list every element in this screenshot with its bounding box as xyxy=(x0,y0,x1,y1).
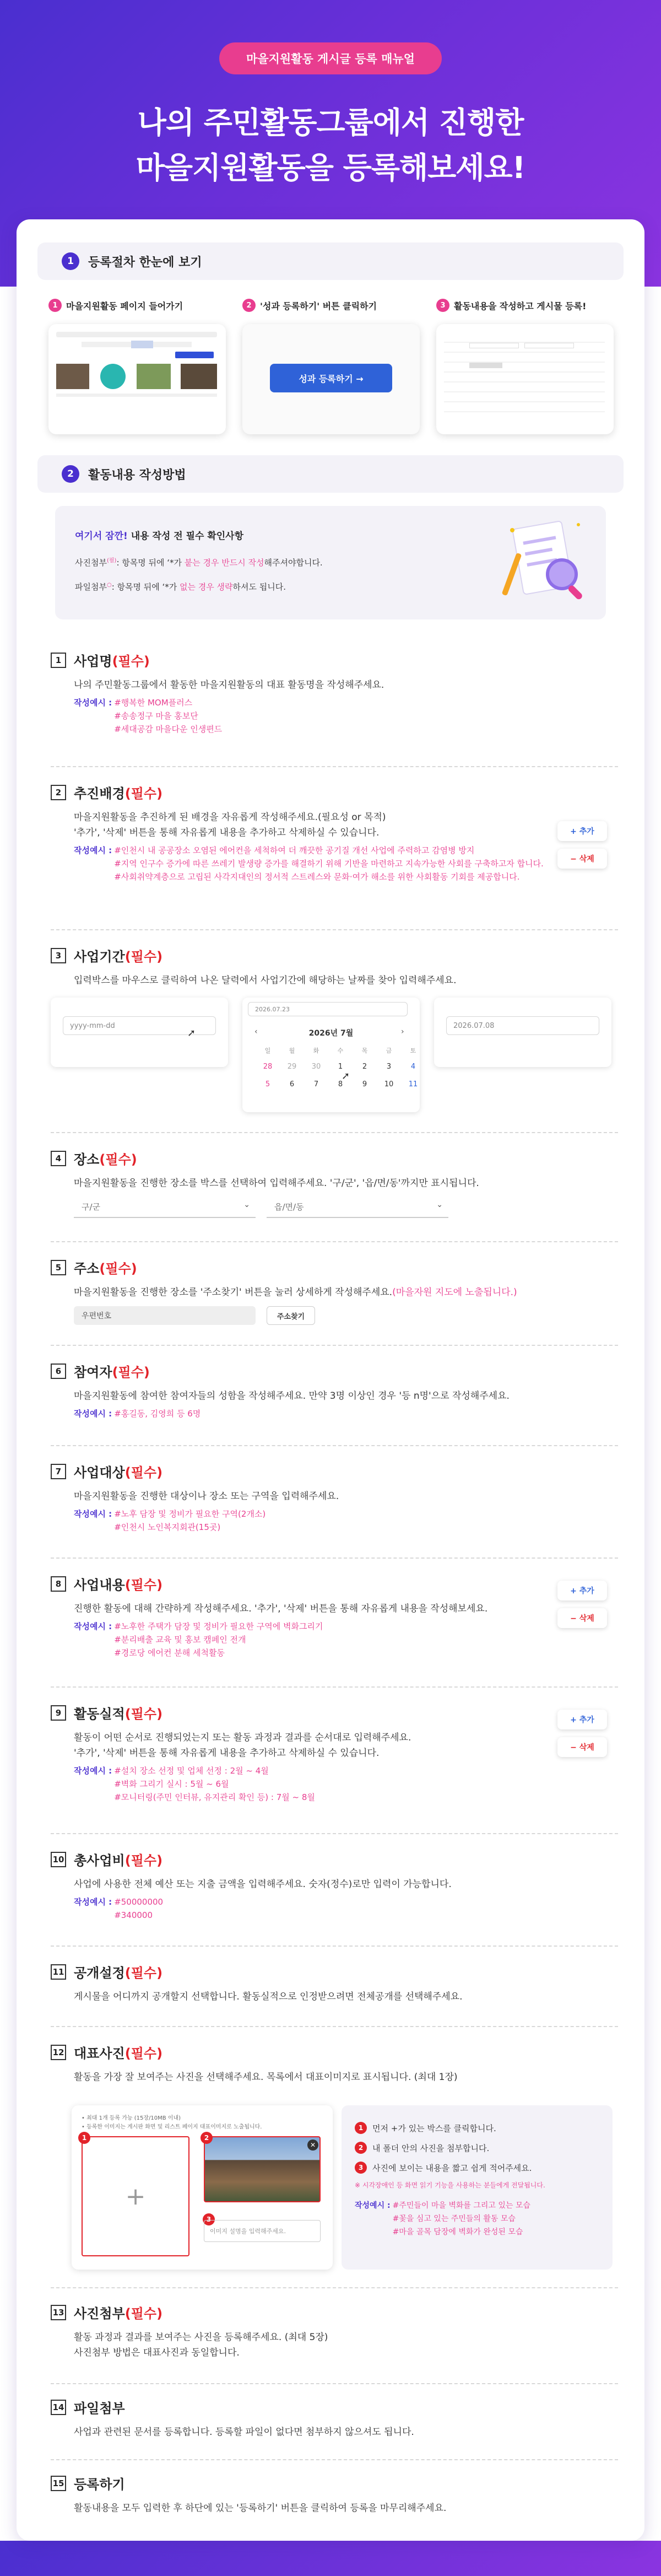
hero-title-line2: 마을지원활동을 등록해보세요! xyxy=(136,150,525,185)
footer-background xyxy=(0,2541,661,2576)
divider xyxy=(51,1946,618,1947)
section-number: 1 xyxy=(62,252,79,270)
date-input-demo xyxy=(51,998,228,1067)
photo-upload-demo: • 최대 1개 등록 가능 (15장/10MB 이내) • 등록한 이미지는 게시판 화면 및 리스트 페이지 대표이미지로 노출됩니다. + 1 2 ✕ 3 이미지 설명을 입력해주세요. xyxy=(72,2105,333,2270)
cursor-icon: ➚ xyxy=(342,1070,350,1082)
calendar-week-row: 5 6 7 8 9 10 11 xyxy=(265,1080,418,1088)
divider xyxy=(51,1132,618,1133)
step-label-2: 2 '성과 등록하기' 버튼 클릭하기 xyxy=(242,299,377,312)
add-button[interactable]: + 추가 xyxy=(557,1710,607,1729)
notice-title: 여기서 잠깐! 내용 작성 전 필수 확인사항 xyxy=(75,531,244,542)
item-photo-attach: 13 사진첨부 (필수) 활동 과정과 결과를 보여주는 사진을 등록해주세요. (최대 5장) 사진첨부 방법은 대표사진과 동일합니다. xyxy=(51,2303,618,2361)
step-label-3: 3 활동내용을 작성하고 게시물 등록! xyxy=(436,299,586,312)
register-result-button[interactable]: 성과 등록하기 → xyxy=(270,364,392,392)
item-main-photo: 12 대표사진 (필수) 활동을 가장 잘 보여주는 사진을 선택해주세요. 목록에서 대표이미지로 표시됩니다. (최대 1장) xyxy=(51,2043,618,2085)
divider xyxy=(51,2383,618,2384)
notice-row-optional: 파일첨부○: 항목명 뒤에 ‘*가 없는 경우 생략하셔도 됩니다. xyxy=(75,582,286,592)
find-address-button[interactable]: 주소찾기 xyxy=(267,1306,315,1325)
document-magnifier-illustration xyxy=(496,514,595,613)
screenshot-result-button xyxy=(242,324,420,434)
calendar-popup xyxy=(242,998,420,1112)
chevron-down-icon: ⌄ xyxy=(243,1200,250,1209)
section-number: 2 xyxy=(62,465,79,483)
hero-title-line1: 나의 주민활동그룹에서 진행한 xyxy=(137,105,524,140)
item-file-attach: 14 파일첨부 사업과 관련된 문서를 등록합니다. 등록할 파일이 없다면 첨부하지 않으셔도 됩니다. xyxy=(51,2397,618,2440)
item-budget: 10 총사업비 (필수) 사업에 사용한 전체 예산 또는 지출 금액을 입력해주세요. 숫자(정수)로만 입력이 가능합니다. 작성예시 : #50000000 #340000 xyxy=(51,1850,618,1922)
start-date-input[interactable]: yyyy-mm-dd xyxy=(63,1016,216,1035)
close-icon[interactable]: ✕ xyxy=(307,2140,318,2151)
photo-caption-input[interactable]: 이미지 설명을 입력해주세요. xyxy=(204,2220,321,2242)
divider xyxy=(51,2459,618,2460)
delete-button[interactable]: − 삭제 xyxy=(557,1737,607,1757)
divider xyxy=(51,2287,618,2288)
section-header-howto xyxy=(37,455,624,493)
zipcode-input[interactable]: 우편번호 xyxy=(74,1306,256,1325)
item-performance: 9 활동실적 (필수) 활동이 어떤 순서로 진행되었는지 또는 활동 과정과 결과를 순서대로 입력해주세요. '추가', '삭제' 버튼을 통해 자유롭게 내용을 추가하고 삭제하실 수 있습니다. 작성예시 : #설치 장소 선정 및 업체 선정 : 2월 ~ 4월 #벽화 그리기 실시 : 5월 ~ 6월 #모니터링(주민 인터뷰, 유지관리 확인 등) : 7월 ~ 8월 xyxy=(51,1703,618,1804)
item-background: 2 추진배경 (필수) 마을지원활동을 추진하게 된 배경을 자유롭게 작성해주세요.(필요성 or 목적) '추가', '삭제' 버튼을 통해 자유롭게 내용을 추가하고 삭제하실 수 있습니다. 작성예시 : #인천시 내 공공장소 오염된 에어컨을 세척하여 더 깨끗한 공기질 개선 사업에 주력하고 감염병 방지 #지역 인구수 증가에 따른 쓰레기 발생량 증가를 해결하기 위해 기반을 마련하고 지속가능한 사회를 구축하고자 합니다. #사회취약계층으로 고립된 사각지대인의 정서적 스트레스와 문화·여가 해소를 위한 사회활동 기회를 제공합니다. xyxy=(51,783,618,883)
cursor-icon: ➚ xyxy=(187,1027,196,1039)
divider xyxy=(51,1558,618,1559)
accessibility-note: ※ 시각장애인 등 화면 읽기 기능을 사용하는 분들에게 전달됩니다. xyxy=(355,2181,545,2189)
item-submit: 15 등록하기 활동내용을 모두 입력한 후 하단에 있는 '등록하기' 버튼을 클릭하여 등록을 마무리해주세요. xyxy=(51,2473,618,2516)
section-header-overview xyxy=(37,242,624,280)
item-target: 7 사업대상 (필수) 마을지원활동을 진행한 대상이나 장소 또는 구역을 입력해주세요. 작성예시 : #노후 담장 및 정비가 필요한 구역(2개소) #인천시 노인복지회관(15곳) xyxy=(51,1462,618,1534)
divider xyxy=(51,1445,618,1446)
weekday-row: 일 월 화 수 목 금 토 xyxy=(264,1047,416,1054)
item-content: 8 사업내용 (필수) 진행한 활동에 대해 간략하게 작성해주세요. '추가', '삭제' 버튼을 통해 자유롭게 내용을 작성해보세요. 작성예시 : #노후한 주택가 담장 및 정비가 필요한 구역에 벽화그리기 #분리배출 교육 및 홍보 캠페인 전개 #경로당 에어컨 분해 세척활동 xyxy=(51,1574,618,1659)
notice-box xyxy=(55,506,606,619)
divider xyxy=(51,929,618,930)
photo-step: 1 먼저 +가 있는 박스를 클릭합니다. xyxy=(355,2122,496,2134)
town-select[interactable]: 읍/면/동 ⌄ xyxy=(267,1196,448,1218)
divider xyxy=(51,1345,618,1346)
date-filled-demo xyxy=(434,998,611,1067)
calendar-month: 2026년 7월 xyxy=(308,1029,354,1038)
screenshot-activity-page xyxy=(48,324,226,434)
notice-row-required: 사진첨부$^{(필)}$: 항목명 뒤에 ‘*가 붙는 경우 반드시 작성해주셔야합니다. xyxy=(75,558,323,568)
uploaded-photo xyxy=(204,2136,321,2202)
photo-step: 2 내 폴더 안의 사진을 첨부합니다. xyxy=(355,2142,489,2154)
photo-step: 3 사진에 보이는 내용을 짧고 쉽게 적어주세요. xyxy=(355,2162,532,2174)
date-picker-input[interactable]: 2026.07.23 xyxy=(248,1002,408,1016)
calendar-week-row: 28 29 30 1 2 3 4 xyxy=(263,1063,416,1071)
section-title: 등록절차 한눈에 보기 xyxy=(88,255,202,270)
end-date-input[interactable]: 2026.07.08 xyxy=(446,1016,599,1035)
prev-month-icon[interactable]: ‹ xyxy=(254,1027,258,1036)
divider xyxy=(51,2026,618,2027)
divider xyxy=(51,1833,618,1834)
item-project-name: 1 사업명 (필수) 나의 주민활동그룹에서 활동한 마을지원활동의 대표 활동명을 작성해주세요. 작성예시 : #행복한 MOM플러스 #송송정구 마을 홍보단 #세대공감 마을다운 인생편드 xyxy=(51,650,618,736)
step-label-1: 1 마을지원활동 페이지 들어가기 xyxy=(48,299,183,312)
district-select[interactable]: 구/군 ⌄ xyxy=(74,1196,256,1218)
delete-button[interactable]: − 삭제 xyxy=(557,849,607,869)
add-photo-button[interactable]: + xyxy=(82,2136,189,2256)
divider xyxy=(51,766,618,767)
item-participants: 6 참여자 (필수) 마을지원활동에 참여한 참여자들의 성함을 작성해주세요. 만약 3명 이상인 경우 '등 n명'으로 작성해주세요. 작성예시 : #홍길동, 김영희 등 6명 xyxy=(51,1361,618,1420)
photo-steps-box xyxy=(342,2105,613,2270)
manual-badge: 마을지원활동 게시글 등록 매뉴얼 xyxy=(219,42,442,74)
delete-button[interactable]: − 삭제 xyxy=(557,1608,607,1628)
item-period: 3 사업기간 (필수) 입력박스를 마우스로 클릭하여 나온 달력에서 사업기간에 해당하는 날짜를 찾아 입력해주세요. xyxy=(51,946,618,988)
add-button[interactable]: + 추가 xyxy=(557,821,607,841)
add-button[interactable]: + 추가 xyxy=(557,1581,607,1600)
divider xyxy=(51,1686,618,1688)
screenshot-write-form xyxy=(436,324,614,434)
next-month-icon[interactable]: › xyxy=(401,1027,404,1036)
item-address: 5 주소 (필수) 마을지원활동을 진행한 장소를 '주소찾기' 버튼을 눌러 상세하게 작성해주세요.(마을자원 지도에 노출됩니다.) xyxy=(51,1258,618,1300)
divider xyxy=(51,1241,618,1242)
section-title: 활동내용 작성방법 xyxy=(88,468,186,482)
item-place: 4 장소 (필수) 마을지원활동을 진행한 장소를 박스를 선택하여 입력해주세요. '구/군', '읍/면/동'까지만 표시됩니다. xyxy=(51,1149,618,1191)
item-visibility: 11 공개설정 (필수) 게시물을 어디까지 공개할지 선택합니다. 활동실적으로 인정받으려면 전체공개를 선택해주세요. xyxy=(51,1962,618,2004)
chevron-down-icon: ⌄ xyxy=(436,1200,443,1209)
photo-examples: 작성예시 : #주민들이 마을 벽화를 그리고 있는 모습 #꽃을 심고 있는 주민들의 활동 모습 #마을 골목 담장에 벽화가 완성된 모습 xyxy=(355,2201,530,2237)
